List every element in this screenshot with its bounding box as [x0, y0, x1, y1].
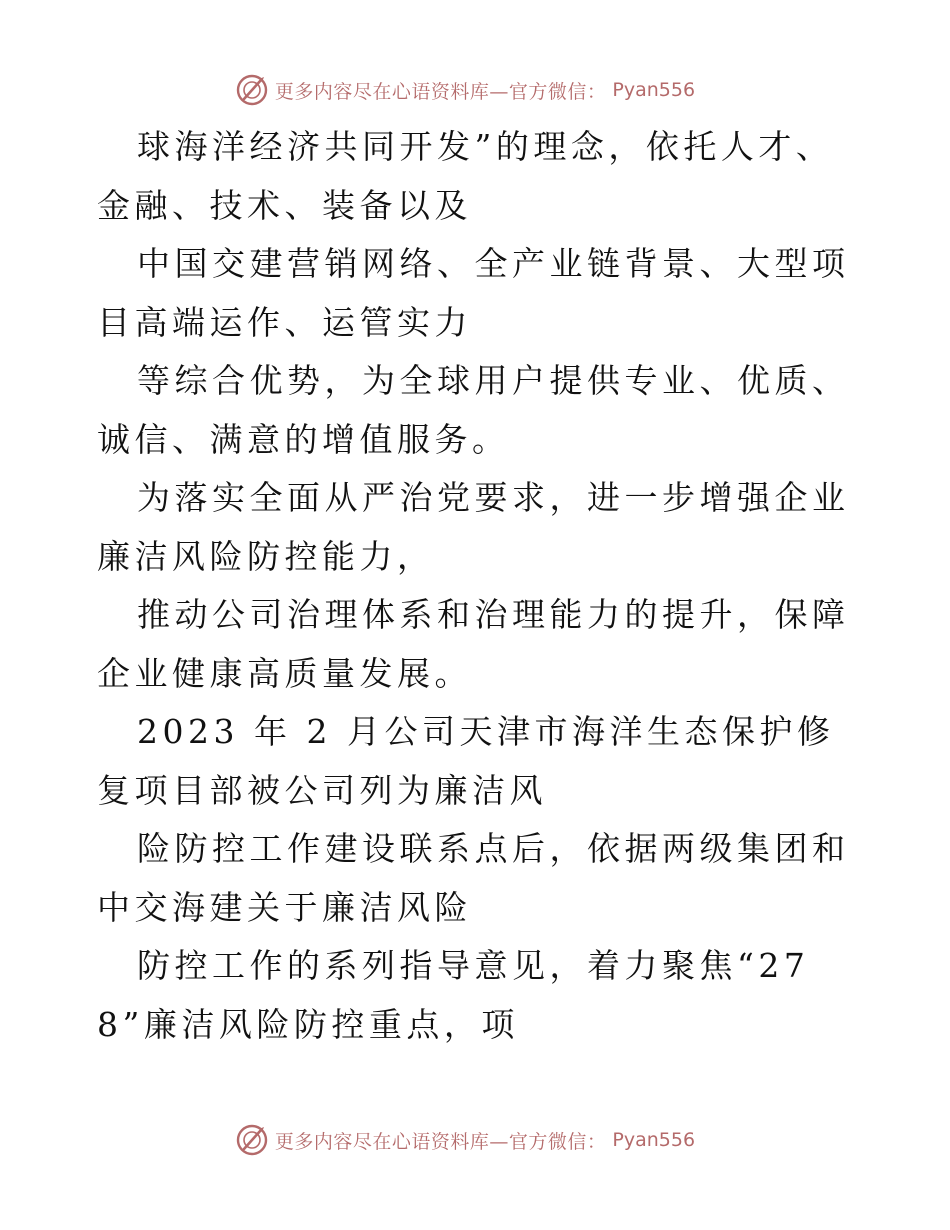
paragraph-7: 险防控工作建设联系点后，依据两级集团和中交海建关于廉洁风险	[97, 829, 850, 927]
paragraph-1: 球海洋经济共同开发”的理念，依托人才、金融、技术、装备以及	[97, 127, 834, 225]
footer-banner-text: 更多内容尽在心语资料库—官方微信：	[274, 1130, 607, 1153]
paragraph-5: 推动公司治理体系和治理能力的提升，保障企业健康高质量发展。	[97, 595, 850, 693]
paragraph-2: 中国交建营销网络、全产业链背景、大型项目高端运作、运管实力	[97, 244, 850, 342]
header-banner-inner	[235, 73, 695, 107]
paragraph-6: 2023 年 2 月公司天津市海洋生态保护修复项目部被公司列为廉洁风	[97, 712, 835, 810]
footer-banner	[0, 1120, 950, 1160]
paragraph-3: 等综合优势，为全球用户提供专业、优质、诚信、满意的增值服务。	[97, 361, 850, 459]
header-banner	[0, 70, 950, 110]
footer-banner-handle: Pyan556	[612, 1129, 696, 1151]
header-banner-text: 更多内容尽在心语资料库—官方微信：	[274, 80, 607, 103]
logo-seal-icon	[235, 1123, 269, 1157]
footer-banner-inner	[235, 1123, 695, 1157]
document-body	[97, 118, 857, 1054]
paragraph-8: 防控工作的系列指导意见，着力聚焦“278”廉洁风险防控重点，项	[97, 946, 810, 1044]
logo-seal-icon	[235, 73, 269, 107]
paragraph-4: 为落实全面从严治党要求，进一步增强企业廉洁风险防控能力，	[97, 478, 850, 576]
header-banner-handle: Pyan556	[612, 79, 696, 101]
